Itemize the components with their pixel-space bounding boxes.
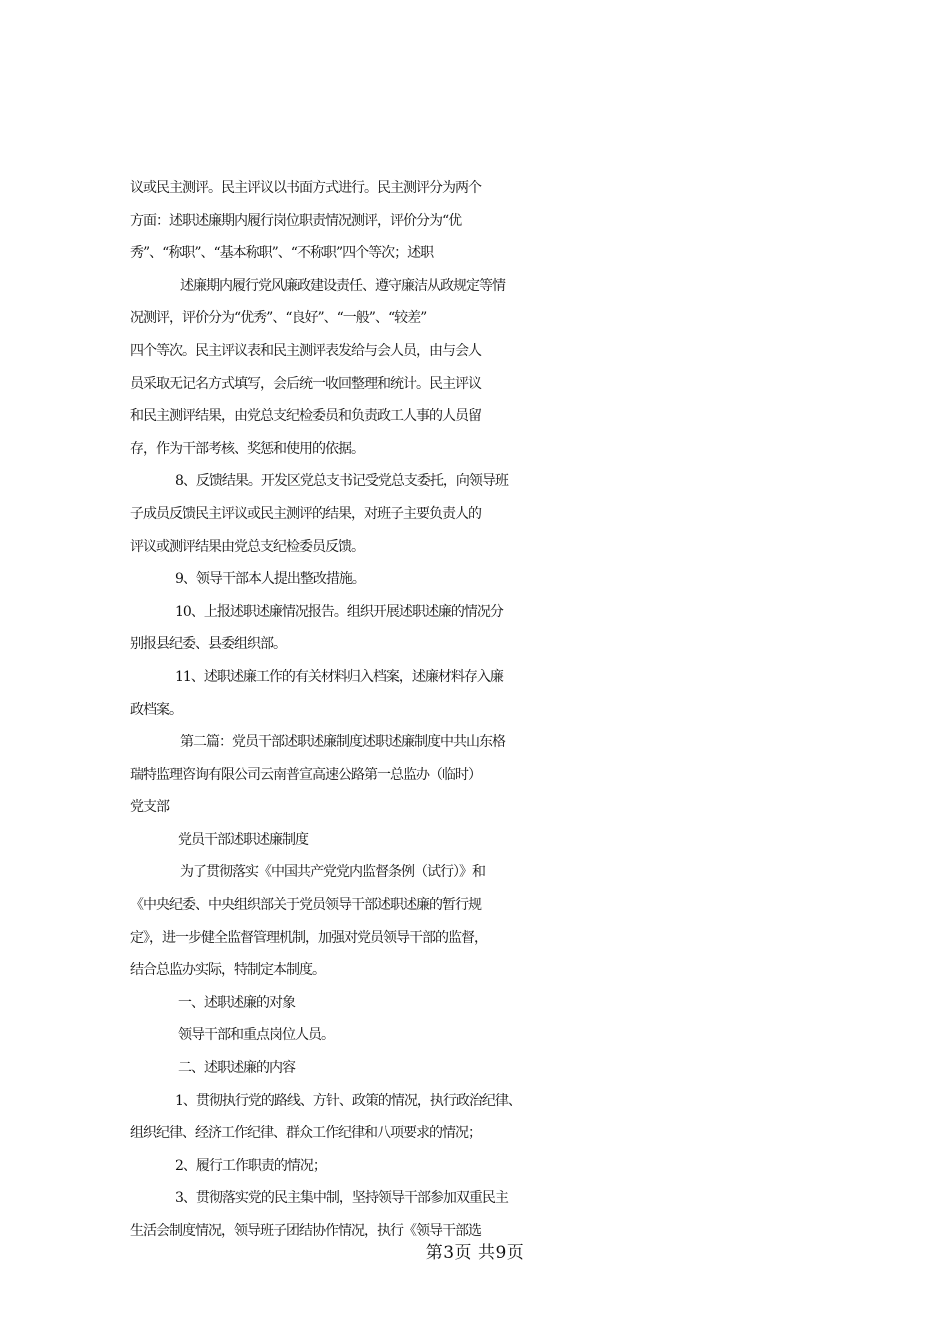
text-line: 一、述职述廉的对象 — [178, 994, 295, 1011]
text-line: 二、述职述廉的内容 — [178, 1060, 295, 1077]
text-line: 秀”、“称职”、“基本称职”、“不称职”四个等次；述职 — [130, 245, 434, 262]
text-line: 和民主测评结果，由党总支纪检委员和负责政工人事的人员留 — [130, 408, 481, 425]
text-line: 瑞特监理咨询有限公司云南普宣高速公路第一总监办（临时） — [130, 766, 481, 783]
text-line: 定》，进一步健全监督管理机制，加强对党员领导干部的监督， — [130, 929, 487, 946]
text-line: 员采取无记名方式填写，会后统一收回整理和统计。民主评议 — [130, 375, 481, 392]
text-line: 方面：述职述廉期内履行岗位职责情况测评，评价分为“优 — [130, 212, 462, 229]
text-line: 结合总监办实际，特制定本制度。 — [130, 962, 325, 979]
text-line: 《中央纪委、中央组织部关于党员领导干部述职述廉的暂行规 — [130, 897, 481, 914]
text-line: 第二篇：党员干部述职述廉制度述职述廉制度中共山东格 — [180, 734, 505, 751]
text-line: 存，作为干部考核、奖惩和使用的依据。 — [130, 440, 364, 457]
text-line: 9、领导干部本人提出整改措施。 — [175, 571, 365, 588]
text-line: 况测评，评价分为“优秀”、“良好”、“一般”、“较差” — [130, 310, 427, 327]
text-line: 子成员反馈民主评议或民主测评的结果，对班子主要负责人的 — [130, 505, 481, 522]
text-line: 3、贯彻落实党的民主集中制，坚持领导干部参加双重民主 — [175, 1190, 508, 1207]
page-footer: 第3页 共9页 — [425, 1243, 525, 1263]
text-line: 11、述职述廉工作的有关材料归入档案，述廉材料存入廉 — [175, 668, 503, 685]
text-line: 为了贯彻落实《中国共产党党内监督条例（试行）》和 — [180, 864, 485, 881]
text-line: 党支部 — [130, 799, 169, 816]
text-line: 评议或测评结果由党总支纪检委员反馈。 — [130, 538, 364, 555]
text-line: 8、反馈结果。开发区党总支书记受党总支委托，向领导班 — [175, 473, 508, 490]
text-line: 议或民主测评。民主评议以书面方式进行。民主测评分为两个 — [130, 180, 481, 196]
text-line: 述廉期内履行党风廉政建设责任、遵守廉洁从政规定等情 — [180, 277, 505, 294]
document-body — [130, 172, 850, 1248]
text-line: 党员干部述职述廉制度 — [178, 831, 308, 848]
text-line: 别报县纪委、县委组织部。 — [130, 636, 286, 653]
text-line: 生活会制度情况，领导班子团结协作情况，执行《领导干部选 — [130, 1223, 481, 1239]
text-line: 2、履行工作职责的情况； — [175, 1157, 326, 1174]
text-line: 组织纪律、经济工作纪律、群众工作纪律和八项要求的情况； — [130, 1125, 481, 1142]
text-line: 10、上报述职述廉情况报告。组织开展述职述廉的情况分 — [175, 603, 503, 620]
text-line: 政档案。 — [130, 701, 182, 718]
text-line: 1、贯彻执行党的路线、方针、政策的情况，执行政治纪律、 — [175, 1092, 521, 1109]
text-line: 领导干部和重点岗位人员。 — [178, 1027, 334, 1044]
text-line: 四个等次。民主评议表和民主测评表发给与会人员，由与会人 — [130, 342, 481, 359]
